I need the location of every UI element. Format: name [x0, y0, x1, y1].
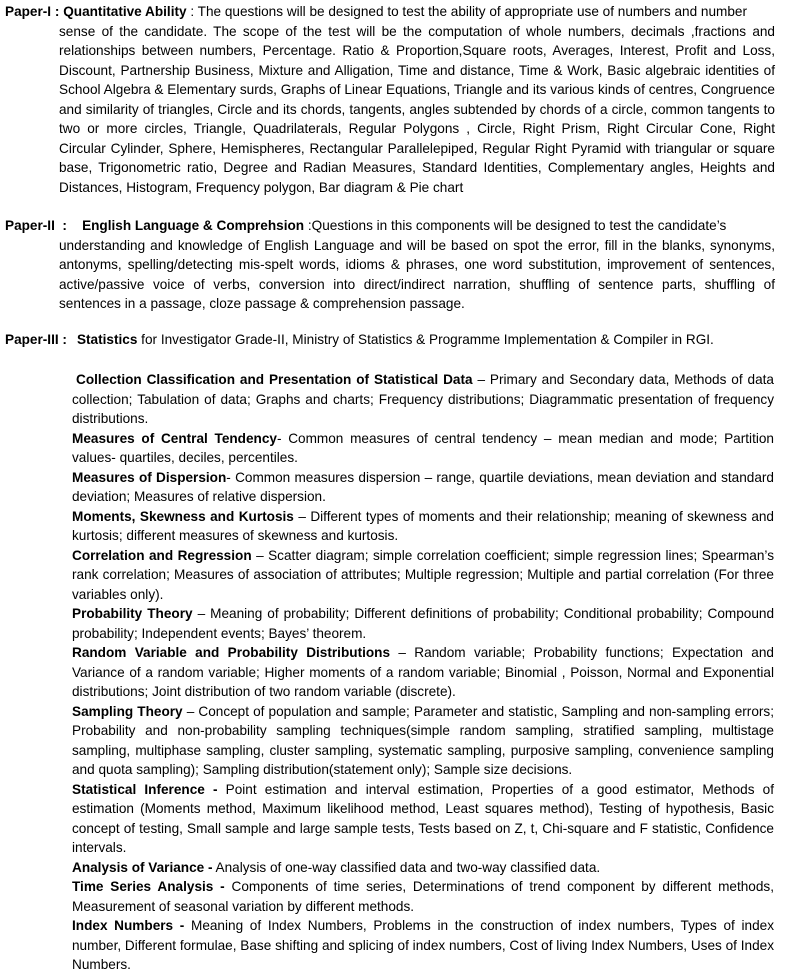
topic-title: Measures of Central Tendency	[72, 430, 277, 446]
paper-1-section	[5, 2, 775, 197]
paper-3-label: Paper-III :	[5, 332, 67, 347]
paper-2-title: English Language & Comprehsion	[82, 218, 305, 233]
paper-2-intro: :Questions in this components will be designed to test the candidate’s	[304, 218, 727, 233]
topic-item	[72, 370, 774, 429]
topic-text: Components of time series, Determinations of trend component by different methods, Measurement of seasonal variation by different methods.	[72, 879, 774, 914]
topic-item	[72, 916, 774, 975]
paper-2-section	[5, 216, 775, 314]
topic-text: – Concept of population and sample; Parameter and statistic, Sampling and non-sampling errors; Probability and non-probability sampling techniques(simple random sampling, stratified sampling, multistage sampling, multiphase sampling, cluster sampling, systematic sampling, purposive sampling, convenience sampling and quota sampling); Sampling distribution(statement only); Sample size decisions.	[72, 703, 774, 777]
paper-2-separator: :	[54, 218, 83, 233]
topic-item	[72, 643, 774, 702]
topic-text: - Common measures of central tendency – mean median and mode; Partition values- quartiles, deciles, percentiles.	[72, 430, 774, 465]
topic-text: – Scatter diagram; simple correlation coefficient; simple regression lines; Spearman’s rank correlation; Measures of association of attributes; Multiple regression; Multiple and partial correlation (For three variables only).	[72, 547, 775, 602]
topic-title: Sampling Theory	[72, 703, 183, 719]
topic-text: - Common measures dispersion – range, quartile deviations, mean deviation and standard deviation; Measures of relative dispersion.	[72, 469, 774, 504]
topic-item	[72, 877, 774, 916]
topic-item	[72, 546, 774, 605]
topic-text: – Different types of moments and their relationship; meaning of skewness and kurtosis; different measures of skewness and kurtosis.	[72, 508, 774, 543]
topic-text: – Meaning of probability; Different definitions of probability; Conditional probability; Compound probability; Independent events; Bayes’ theorem.	[72, 606, 775, 641]
topic-title: Time Series Analysis -	[72, 879, 225, 894]
topic-item	[72, 702, 774, 780]
topic-title: Index Numbers -	[72, 918, 185, 933]
topic-item	[72, 429, 774, 468]
topic-item	[72, 604, 774, 643]
topic-title: Analysis of Variance -	[72, 859, 213, 875]
topic-item	[72, 507, 774, 546]
topic-title: Probability Theory	[72, 606, 193, 621]
topic-text: – Primary and Secondary data, Methods of data collection; Tabulation of data; Graphs and charts; Frequency distributions; Diagrammatic presentation of frequency distributions.	[72, 372, 774, 426]
paper-1-title: Quantitative Ability	[63, 4, 187, 19]
topic-title: Measures of Dispersion	[72, 469, 227, 485]
paper-2-body: understanding and knowledge of English Language and will be based on spot the error, fill in the blanks, synonyms, antonyms, spelling/detecting mis-spelt words, idioms & phrases, one word substitution, improvement of sentences, active/passive voice of verbs, conversion into direct/indirect narration, shuffling of sentence parts, shuffling of sentences in a passage, cloze passage & comprehension passage.	[59, 237, 775, 311]
paper-3-title: Statistics	[76, 332, 138, 347]
topic-text: Meaning of Index Numbers, Problems in the construction of index numbers, Types of index number, Different formulae, Base shifting and splicing of index numbers, Cost of living Index Numbers, Uses of Index Numbers.	[72, 918, 774, 972]
topic-text: Point estimation and interval estimation, Properties of a good estimator, Methods of estimation (Moments method, Maximum likelihood method, Least squares method), Testing of hypothesis, Basic concept of testing, Small sample and large sample tests, Tests based on Z, t, Chi-square and F statistic, Confidence intervals.	[72, 781, 774, 855]
paper-1-intro: : The questions will be designed to test the ability of appropriate use of numbers and number	[186, 4, 748, 19]
topic-item	[72, 780, 774, 858]
topic-text: Analysis of one-way classified data and two-way classified data.	[212, 859, 601, 875]
topic-item	[72, 468, 774, 507]
paper-3-section	[5, 330, 775, 350]
topic-title: Moments, Skewness and Kurtosis	[72, 508, 294, 524]
paper-1-body: sense of the candidate. The scope of the test will be the computation of whole numbers, decimals ,fractions and relationships between numbers, Percentage. Ratio & Proportion,Square roots, Averages, Interest, Profit and Loss, Discount, Partnership Business, Mixture and Alligation, Time and distance, Time & Work, Basic algebraic identities of School Algebra & Elementary surds, Graphs of Linear Equations, Triangle and its various kinds of centres, Congruence and similarity of triangles, Circle and its chords, tangents, angles subtended by chords of a circle, common tangents to two or more circles, Triangle, Quadrilaterals, Regular Polygons , Circle, Right Prism, Right Circular Cone, Right Circular Cylinder, Sphere, Hemispheres, Rectangular Parallelepiped, Regular Right Pyramid with triangular or square base, Trigonometric ratio, Degree and Radian Measures, Standard Identities, Complementary angles, Heights and Distances, Histogram, Frequency polygon, Bar diagram & Pie chart	[59, 23, 775, 195]
topic-title: Statistical Inference -	[72, 781, 218, 797]
topic-title: Correlation and Regression	[72, 547, 252, 563]
paper-1-label: Paper-I	[5, 4, 52, 19]
topic-item	[72, 858, 774, 878]
topic-title: Collection Classification and Presentation of Statistical Data	[76, 372, 473, 387]
topic-title: Random Variable and Probability Distributions	[72, 645, 391, 660]
paper-3-text: for Investigator Grade-II, Ministry of Statistics & Programme Implementation & Compiler in RGI.	[137, 332, 714, 347]
statistics-topics	[72, 370, 774, 975]
paper-1-separator: :	[51, 4, 64, 19]
topic-text: – Random variable; Probability functions; Expectation and Variance of a random variable; Higher moments of a random variable; Binomial , Poisson, Normal and Exponential distributions; Joint distribution of two random variable (discrete).	[72, 645, 774, 699]
paper-2-label: Paper-II	[5, 218, 55, 233]
